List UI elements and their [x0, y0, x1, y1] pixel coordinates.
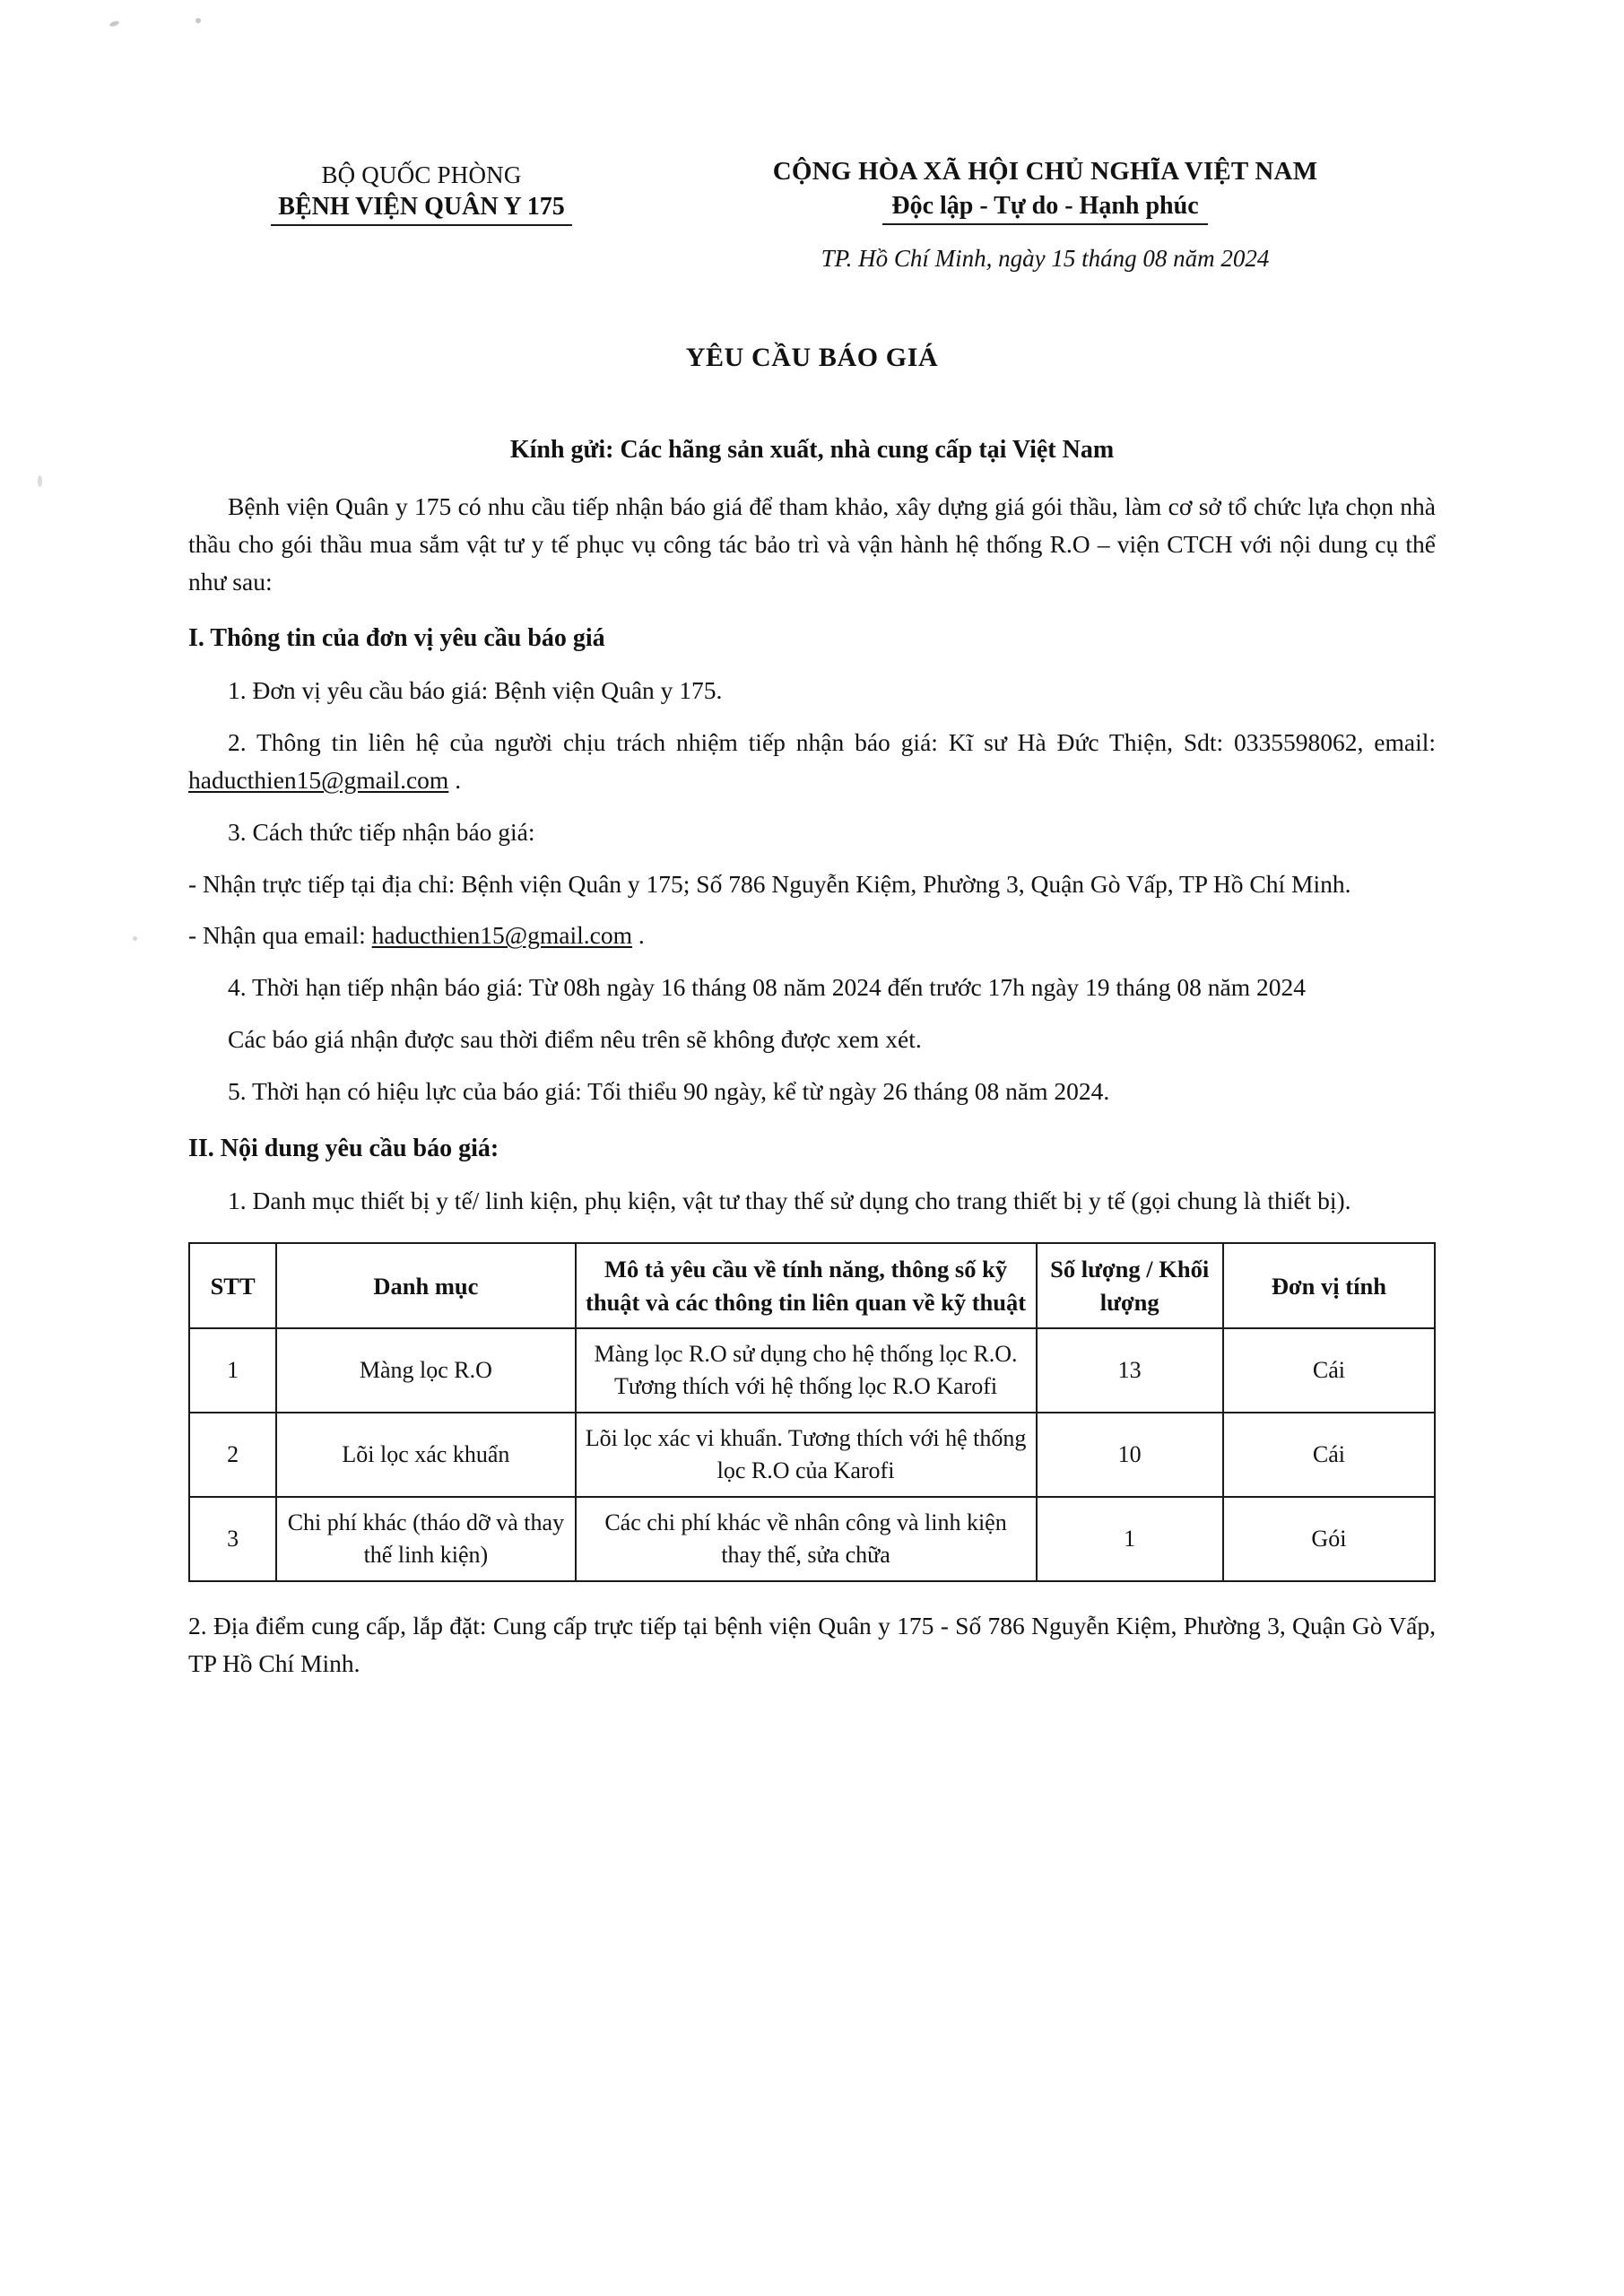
scan-speckle: [133, 936, 137, 941]
section-2-heading: II. Nội dung yêu cầu báo giá:: [188, 1134, 499, 1162]
section-1-item-1: 1. Đơn vị yêu cầu báo giá: Bệnh viện Quân y 175.: [228, 676, 723, 705]
section-1-item-3b: [188, 917, 1436, 954]
table-row: [189, 1413, 1435, 1497]
section-1-heading: I. Thông tin của đơn vị yêu cầu báo giá: [188, 624, 605, 653]
table-row: [189, 1328, 1435, 1413]
cell-unit: Cái: [1223, 1413, 1435, 1497]
section-2-item-2: 2. Địa điểm cung cấp, lắp đặt: Cung cấp trực tiếp tại bệnh viện Quân y 175 - Số 786 Nguyễn Kiệm, Phường 3, Quận Gò Vấp, TP Hồ Chí Minh.: [188, 1611, 1436, 1677]
section-2-item-1: 1. Danh mục thiết bị y tế/ linh kiện, phụ kiện, vật tư thay thế sử dụng cho trang thiết bị y tế (gọi chung là thiết bị).: [228, 1186, 1351, 1214]
email-receive-suffix: .: [631, 921, 645, 950]
email-receive-text: - Nhận qua email:: [188, 921, 372, 950]
cell-stt: 2: [189, 1413, 276, 1497]
table-header-row: [189, 1243, 1435, 1328]
cell-unit: Gói: [1223, 1497, 1435, 1581]
cell-stt: 3: [189, 1497, 276, 1581]
section-1-item-3a: - Nhận trực tiếp tại địa chỉ: Bệnh viện Quân y 175; Số 786 Nguyễn Kiệm, Phường 3, Quận Gò Vấp, TP Hồ Chí Minh.: [188, 869, 1351, 898]
cell-quantity: 13: [1037, 1328, 1223, 1413]
column-header-description: Mô tả yêu cầu về tính năng, thông số kỹ thuật và các thông tin liên quan về kỹ thuật: [576, 1243, 1037, 1328]
column-header-unit: Đơn vị tính: [1223, 1243, 1435, 1328]
cell-unit: Cái: [1223, 1328, 1435, 1413]
section-1-item-4: 4. Thời hạn tiếp nhận báo giá: Từ 08h ngày 16 tháng 08 năm 2024 đến trước 17h ngày 19 tháng 08 năm 2024: [228, 973, 1306, 1002]
cell-category: Lõi lọc xác khuẩn: [276, 1413, 575, 1497]
scan-speckle: [109, 20, 119, 27]
contact-text-suffix: .: [448, 765, 462, 794]
table-row: [189, 1497, 1435, 1581]
cell-category: Chi phí khác (tháo dỡ và thay thế linh kiện): [276, 1497, 575, 1581]
section-1-item-5: 5. Thời hạn có hiệu lực của báo giá: Tối thiểu 90 ngày, kể từ ngày 26 tháng 08 năm 2024.: [228, 1076, 1110, 1105]
national-heading: [655, 108, 1436, 273]
country-name: CỘNG HÒA XÃ HỘI CHỦ NGHĨA VIỆT NAM: [772, 157, 1318, 186]
cell-description: Lõi lọc xác vi khuẩn. Tương thích với hệ thống lọc R.O của Karofi: [576, 1413, 1037, 1497]
section-1-item-2: [188, 724, 1436, 799]
section-1-item-3: 3. Cách thức tiếp nhận báo giá:: [228, 817, 535, 846]
column-header-quantity: Số lượng / Khối lượng: [1037, 1243, 1223, 1328]
place-and-date: TP. Hồ Chí Minh, ngày 15 tháng 08 năm 2024: [821, 245, 1270, 272]
items-table: [188, 1242, 1436, 1581]
cell-description: Màng lọc R.O sử dụng cho hệ thống lọc R.O. Tương thích với hệ thống lọc R.O Karofi: [576, 1328, 1037, 1413]
cell-quantity: 1: [1037, 1497, 1223, 1581]
column-header-stt: STT: [189, 1243, 276, 1328]
contact-email-link[interactable]: haducthien15@gmail.com: [188, 765, 449, 794]
section-1-item-4-note: Các báo giá nhận được sau thời điểm nêu trên sẽ không được xem xét.: [228, 1024, 922, 1053]
scan-speckle: [38, 475, 42, 487]
cell-description: Các chi phí khác về nhân công và linh kiện thay thế, sửa chữa: [576, 1497, 1037, 1581]
cell-stt: 1: [189, 1328, 276, 1413]
receive-email-link[interactable]: haducthien15@gmail.com: [371, 921, 632, 950]
contact-text: 2. Thông tin liên hệ của người chịu trách nhiệm tiếp nhận báo giá: Kĩ sư Hà Đức Thiện, Sdt: 0335598062, email:: [228, 728, 1436, 757]
intro-paragraph: Bệnh viện Quân y 175 có nhu cầu tiếp nhận báo giá để tham khảo, xây dựng giá gói thầu, làm cơ sở tổ chức lựa chọn nhà thầu cho gói thầu mua sắm vật tư y tế phục vụ công tác bảo trì và vận hành hệ thống R.O – viện CTCH với nội dung cụ thể như sau:: [188, 492, 1436, 596]
page-title: YÊU CẦU BÁO GIÁ: [685, 343, 939, 372]
ministry-name: BỘ QUỐC PHÒNG: [321, 161, 522, 188]
hospital-name: BỆNH VIỆN QUÂN Y 175: [271, 193, 571, 226]
column-header-category: Danh mục: [276, 1243, 575, 1328]
national-motto: Độc lập - Tự do - Hạnh phúc: [882, 192, 1207, 225]
document-header: [188, 108, 1436, 273]
addressee-line: Kính gửi: Các hãng sản xuất, nhà cung cấp tại Việt Nam: [509, 436, 1115, 464]
scan-speckle: [195, 18, 201, 23]
cell-category: Màng lọc R.O: [276, 1328, 575, 1413]
issuing-organization: [188, 108, 655, 226]
cell-quantity: 10: [1037, 1413, 1223, 1497]
